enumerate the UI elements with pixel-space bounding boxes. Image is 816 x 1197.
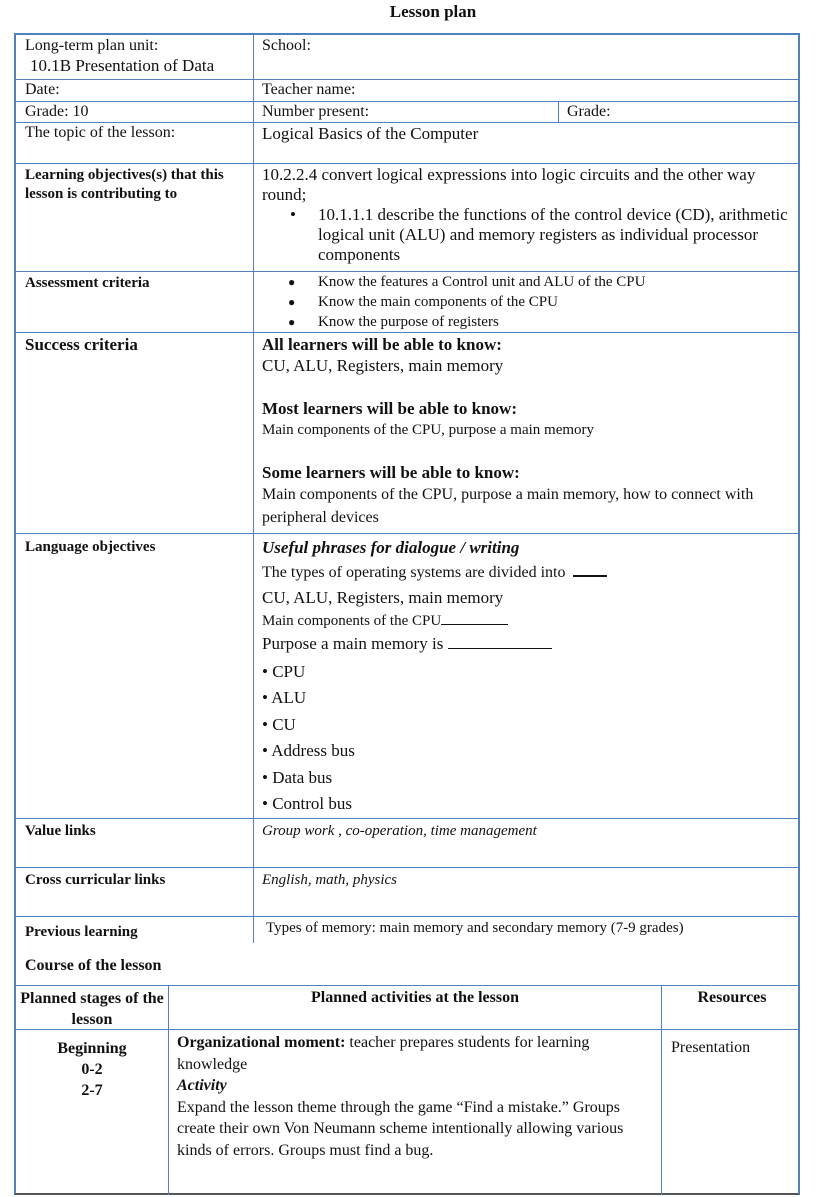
success-group-text: Main components of the CPU, purpose a main memory, how to connect with peripheral devices [262, 486, 754, 526]
value-links-value: Group work , co-operation, time management [262, 823, 537, 839]
resource-value: Presentation [671, 1039, 751, 1056]
long-term-plan-cell [25, 36, 250, 76]
grade-label: Grade: 10 [25, 103, 89, 120]
row-divider [16, 818, 798, 819]
learning-objective-main: 10.2.2.4 convert logical expressions into logic circuits and the other way round; [262, 165, 756, 204]
term-text: CPU [272, 662, 306, 681]
row-divider [16, 985, 798, 986]
assessment-item-text: Know the main components of the CPU [318, 294, 558, 310]
row-divider [16, 867, 798, 868]
phrase-line [262, 631, 797, 657]
long-term-plan-label: Long-term plan unit: [25, 37, 159, 54]
lesson-plan-table [14, 33, 800, 1195]
stage-name: Beginning [57, 1040, 127, 1057]
course-of-lesson-heading: Course of the lesson [25, 957, 162, 974]
bullet-icon: ● [288, 275, 296, 289]
bullet-icon: • [262, 688, 268, 708]
term-text: ALU [271, 688, 307, 708]
value-links-label: Value links [25, 823, 96, 839]
previous-learning-label: Previous learning [25, 924, 138, 940]
assessment-item-text: Know the features a Control unit and ALU of the CPU [318, 274, 646, 290]
org-moment-text: teacher prepares students for learning knowledge [177, 1034, 590, 1073]
term-item [262, 659, 797, 685]
learning-objectives-content [262, 165, 792, 265]
phrase-line [262, 610, 797, 631]
term-item [262, 738, 797, 764]
col-header-resources: Resources [697, 989, 767, 1006]
phrase-text: Main components of the CPU [262, 613, 442, 629]
bullet-icon: • [262, 794, 268, 814]
term-item [262, 712, 797, 738]
stage-time: 0-2 [81, 1061, 103, 1078]
date-label: Date: [25, 81, 60, 98]
row-divider [16, 332, 798, 333]
row-divider [16, 101, 798, 102]
document-title: Lesson plan [389, 2, 477, 21]
useful-phrases-heading: Useful phrases for dialogue / writing [262, 538, 520, 557]
fill-blank [441, 610, 508, 625]
term-item [262, 685, 797, 711]
previous-learning-value: Types of memory: main memory and secondary memory (7-9 grades) [266, 920, 684, 936]
number-present-label: Number present: [262, 103, 370, 120]
org-moment [177, 1032, 647, 1075]
term-text: Address bus [271, 741, 355, 761]
assessment-criteria-label: Assessment criteria [25, 275, 150, 291]
stage-time: 2-7 [81, 1082, 103, 1099]
column-divider [253, 35, 254, 943]
success-group-text: CU, ALU, Registers, main memory [262, 356, 504, 375]
bullet-icon: • [262, 714, 268, 734]
success-group-heading: All learners will be able to know: [262, 335, 502, 354]
assessment-item [262, 312, 792, 332]
fill-blank [573, 561, 607, 577]
success-group-text: Main components of the CPU, purpose a main memory [262, 422, 595, 438]
phrase-text: Purpose a main memory is [262, 634, 444, 653]
activity-label: Activity [177, 1077, 227, 1094]
assessment-item [262, 292, 792, 312]
assessment-criteria-list [262, 272, 792, 332]
row-divider [16, 533, 798, 534]
language-objectives-label: Language objectives [25, 539, 156, 555]
bullet-icon: ● [288, 315, 296, 329]
phrase-line [262, 560, 797, 586]
topic-value: Logical Basics of the Computer [262, 124, 479, 143]
language-objectives-content [262, 536, 797, 817]
school-label: School: [262, 37, 311, 54]
row-divider [16, 916, 798, 917]
row-divider [16, 163, 798, 164]
term-item [262, 765, 797, 791]
learning-objective-sub: 10.1.1.1 describe the functions of the control device (CD), arithmetic logical unit (ALU) and memory registers as individual processor components [318, 205, 788, 264]
term-text: Data bus [272, 767, 333, 787]
cross-curricular-label: Cross curricular links [25, 872, 166, 888]
success-group-heading: Most learners will be able to know: [262, 399, 517, 418]
col-header-stages: Planned stages of the lesson [20, 990, 164, 1028]
assessment-item [262, 272, 792, 292]
grade-right-label: Grade: [567, 103, 611, 120]
assessment-item-text: Know the purpose of registers [318, 314, 499, 330]
org-moment-label: Organizational moment: [177, 1034, 346, 1051]
long-term-plan-value: 10.1B Presentation of Data [30, 56, 215, 75]
success-criteria-label: Success criteria [25, 335, 138, 354]
phrase-line: CU, ALU, Registers, main memory [262, 588, 504, 607]
column-divider [558, 101, 559, 122]
term-text: Control bus [272, 794, 353, 814]
row-divider [16, 79, 798, 80]
fill-blank [448, 634, 552, 649]
learning-objectives-label: Learning objectives(s) that this lesson is contributing to [25, 167, 224, 202]
cross-curricular-value: English, math, physics [262, 872, 397, 888]
bullet-icon: ● [288, 295, 296, 309]
term-text: CU [272, 714, 296, 734]
success-criteria-content [262, 335, 797, 529]
col-header-activities: Planned activities at the lesson [311, 989, 519, 1006]
bullet-icon: • [290, 205, 296, 224]
phrase-text: The types of operating systems are divided into [262, 564, 566, 581]
term-item [262, 791, 797, 817]
bullet-icon: • [262, 767, 268, 787]
stage-cell [16, 1038, 168, 1101]
topic-label: The topic of the lesson: [25, 124, 176, 141]
activity-cell [177, 1032, 647, 1161]
bullet-icon: • [262, 741, 268, 761]
column-divider [168, 985, 169, 1195]
bullet-icon: • [262, 662, 268, 681]
learning-objective-bullet-item [262, 205, 792, 265]
activity-text: Expand the lesson theme through the game “Find a mistake.” Groups create their own Von Neumann scheme intentionally allowing various kinds of errors. Groups must find a bug. [177, 1098, 624, 1159]
terms-list [262, 659, 797, 817]
teacher-name-label: Teacher name: [262, 81, 356, 98]
column-divider [661, 985, 662, 1195]
success-group-heading: Some learners will be able to know: [262, 463, 520, 482]
